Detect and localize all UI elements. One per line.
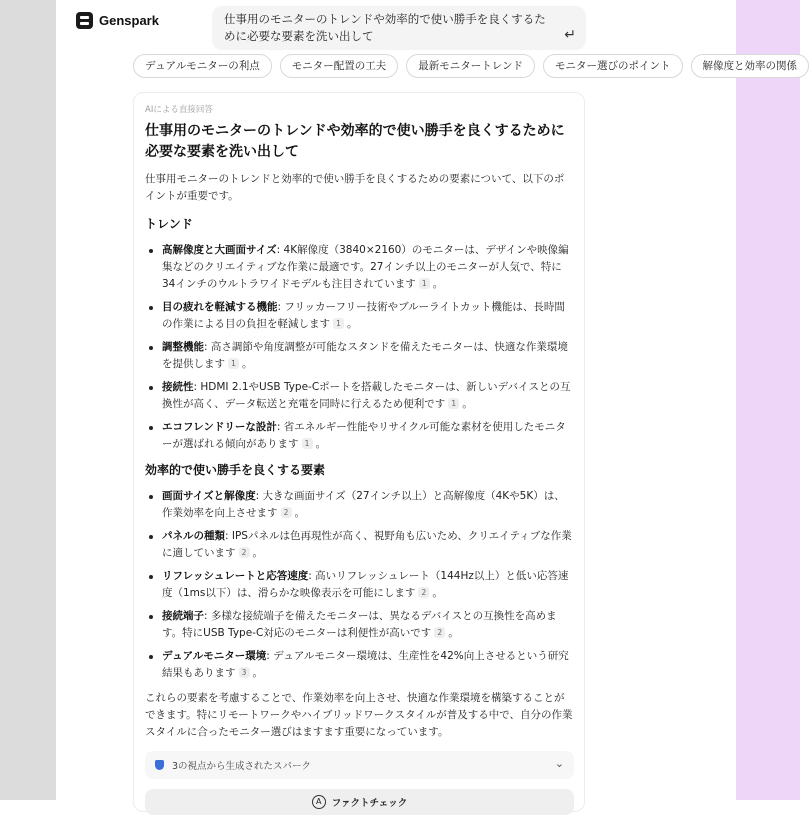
- ai-answer-label: AIによる直接回答: [145, 105, 213, 115]
- answer-sections: [145, 215, 574, 682]
- item-text: : 高さ調節や角度調整が可能なスタンドを備えたモニターは、快適な作業環境を提供します: [162, 341, 568, 370]
- app-name: Genspark: [99, 13, 159, 28]
- item-text: : フリッカーフリー技術やブルーライトカット機能は、長時間の作業による目の負担を軽減します: [162, 301, 565, 330]
- item-term: 調整機能: [162, 341, 204, 353]
- enter-return-icon[interactable]: ↵: [564, 27, 576, 43]
- item-term: 高解像度と大画面サイズ: [162, 244, 277, 256]
- item-end: 。: [315, 438, 326, 450]
- right-background: [736, 0, 800, 800]
- list-item: [145, 648, 574, 682]
- item-term: デュアルモニター環境: [162, 650, 267, 662]
- item-text: : IPSパネルは色再現性が高く、視野角も広いため、クリエイティブな作業に適しています: [162, 530, 572, 559]
- item-term: 画面サイズと解像度: [162, 490, 256, 502]
- list-item: [145, 419, 574, 453]
- citation-badge[interactable]: 1: [448, 398, 459, 409]
- item-term: エコフレンドリーな設計: [162, 421, 277, 433]
- answer-conclusion: これらの要素を考慮することで、作業効率を向上させ、快適な作業環境を構築することができます。特にリモートワークやハイブリッドワークスタイルが普及する中で、自分の作業スタイルに合ったモニター選びはますます重要になっています。: [145, 692, 573, 738]
- item-end: 。: [432, 278, 444, 290]
- citation-badge[interactable]: 2: [281, 507, 292, 518]
- list-item: [145, 568, 574, 602]
- list-item: [145, 528, 574, 562]
- shield-icon: [155, 760, 164, 770]
- bullet-list: [145, 242, 574, 453]
- item-text: : 省エネルギー性能やリサイクル可能な素材を使用したモニターが選ばれる傾向があります: [162, 421, 566, 450]
- related-query-chip[interactable]: モニター配置の工夫: [280, 54, 399, 78]
- item-text: : HDMI 2.1やUSB Type-Cポートを搭載したモニターは、新しいデバイスとの互換性が高く、データ転送と充電を同時に行えるため便利です: [162, 381, 571, 410]
- search-query-box[interactable]: [212, 6, 586, 50]
- citation-badge[interactable]: 3: [239, 667, 250, 678]
- item-term: パネルの種類: [162, 530, 225, 542]
- related-query-chip[interactable]: デュアルモニターの利点: [133, 54, 272, 78]
- item-text: : 4K解像度（3840×2160）のモニターは、デザインや映像編集などのクリエイティブな作業に最適です。27インチ以上のモニターが人気で、特に34インチのウルトラワイドモデルも注目されています: [162, 244, 569, 290]
- factcheck-icon: A: [312, 795, 326, 809]
- item-term: 目の疲れを軽減する機能: [162, 301, 278, 313]
- item-text: : デュアルモニター環境は、生産性を42%向上させるという研究結果もあります: [162, 650, 569, 679]
- list-item: [145, 242, 574, 293]
- section-heading: 効率的で使い勝手を良くする要素: [145, 463, 326, 477]
- answer-title: 仕事用のモニターのトレンドや効率的で使い勝手を良くするために必要な要素を洗い出して: [145, 123, 565, 160]
- citation-badge[interactable]: 1: [302, 438, 313, 449]
- item-end: 。: [448, 627, 459, 639]
- item-text: : 多様な接続端子を備えたモニターは、異なるデバイスとの互換性を高めます。特にUSB Type-C対応のモニターは利便性が高いです: [162, 610, 557, 639]
- answer-intro: 仕事用モニターのトレンドと効率的で使い勝手を良くするための要素について、以下のポイントが重要です。: [145, 173, 565, 202]
- item-end: 。: [462, 398, 473, 410]
- item-end: 。: [432, 587, 443, 599]
- item-end: 。: [242, 358, 253, 370]
- genspark-logo-icon: [76, 12, 93, 29]
- item-end: 。: [252, 667, 263, 679]
- citation-badge[interactable]: 1: [419, 278, 430, 289]
- citation-badge[interactable]: 1: [333, 318, 344, 329]
- list-item: [145, 608, 574, 642]
- list-item: [145, 299, 574, 333]
- bullet-list: [145, 488, 574, 682]
- answer-card: [133, 92, 585, 812]
- chevron-down-icon[interactable]: ⌄: [554, 757, 564, 770]
- item-text: : 高いリフレッシュレート（144Hz以上）と低い応答速度（1ms以下）は、滑らかな映像表示を可能にします: [162, 570, 569, 599]
- item-end: 。: [252, 547, 263, 559]
- item-term: 接続性: [162, 381, 194, 393]
- list-item: [145, 379, 574, 413]
- sparkpage-row[interactable]: [145, 751, 574, 779]
- item-end: 。: [347, 318, 358, 330]
- item-text: : 大きな画面サイズ（27インチ以上）と高解像度（4Kや5K）は、作業効率を向上させます: [162, 490, 565, 519]
- related-query-chip[interactable]: 最新モニタートレンド: [406, 54, 535, 78]
- citation-badge[interactable]: 2: [434, 627, 445, 638]
- citation-badge[interactable]: 1: [228, 358, 239, 369]
- section-heading: トレンド: [145, 217, 193, 231]
- list-item: [145, 488, 574, 522]
- list-item: [145, 339, 574, 373]
- citation-badge[interactable]: 2: [239, 547, 250, 558]
- factcheck-button[interactable]: [145, 789, 574, 815]
- citation-badge[interactable]: 2: [418, 587, 429, 598]
- related-query-chip[interactable]: 解像度と効率の関係: [691, 54, 809, 78]
- item-term: リフレッシュレートと応答速度: [162, 570, 309, 582]
- factcheck-label: ファクトチェック: [331, 798, 408, 809]
- genspark-logo[interactable]: [76, 12, 159, 29]
- item-term: 接続端子: [162, 610, 204, 622]
- sparkpage-label: 3の視点から生成されたスパーク: [172, 761, 312, 772]
- related-queries: [133, 54, 809, 78]
- search-query-text: 仕事用のモニターのトレンドや効率的で使い勝手を良くするために必要な要素を洗い出して: [224, 12, 546, 43]
- related-query-chip[interactable]: モニター選びのポイント: [543, 54, 683, 78]
- item-end: 。: [294, 507, 305, 519]
- left-background: [0, 0, 56, 800]
- header: [76, 6, 586, 50]
